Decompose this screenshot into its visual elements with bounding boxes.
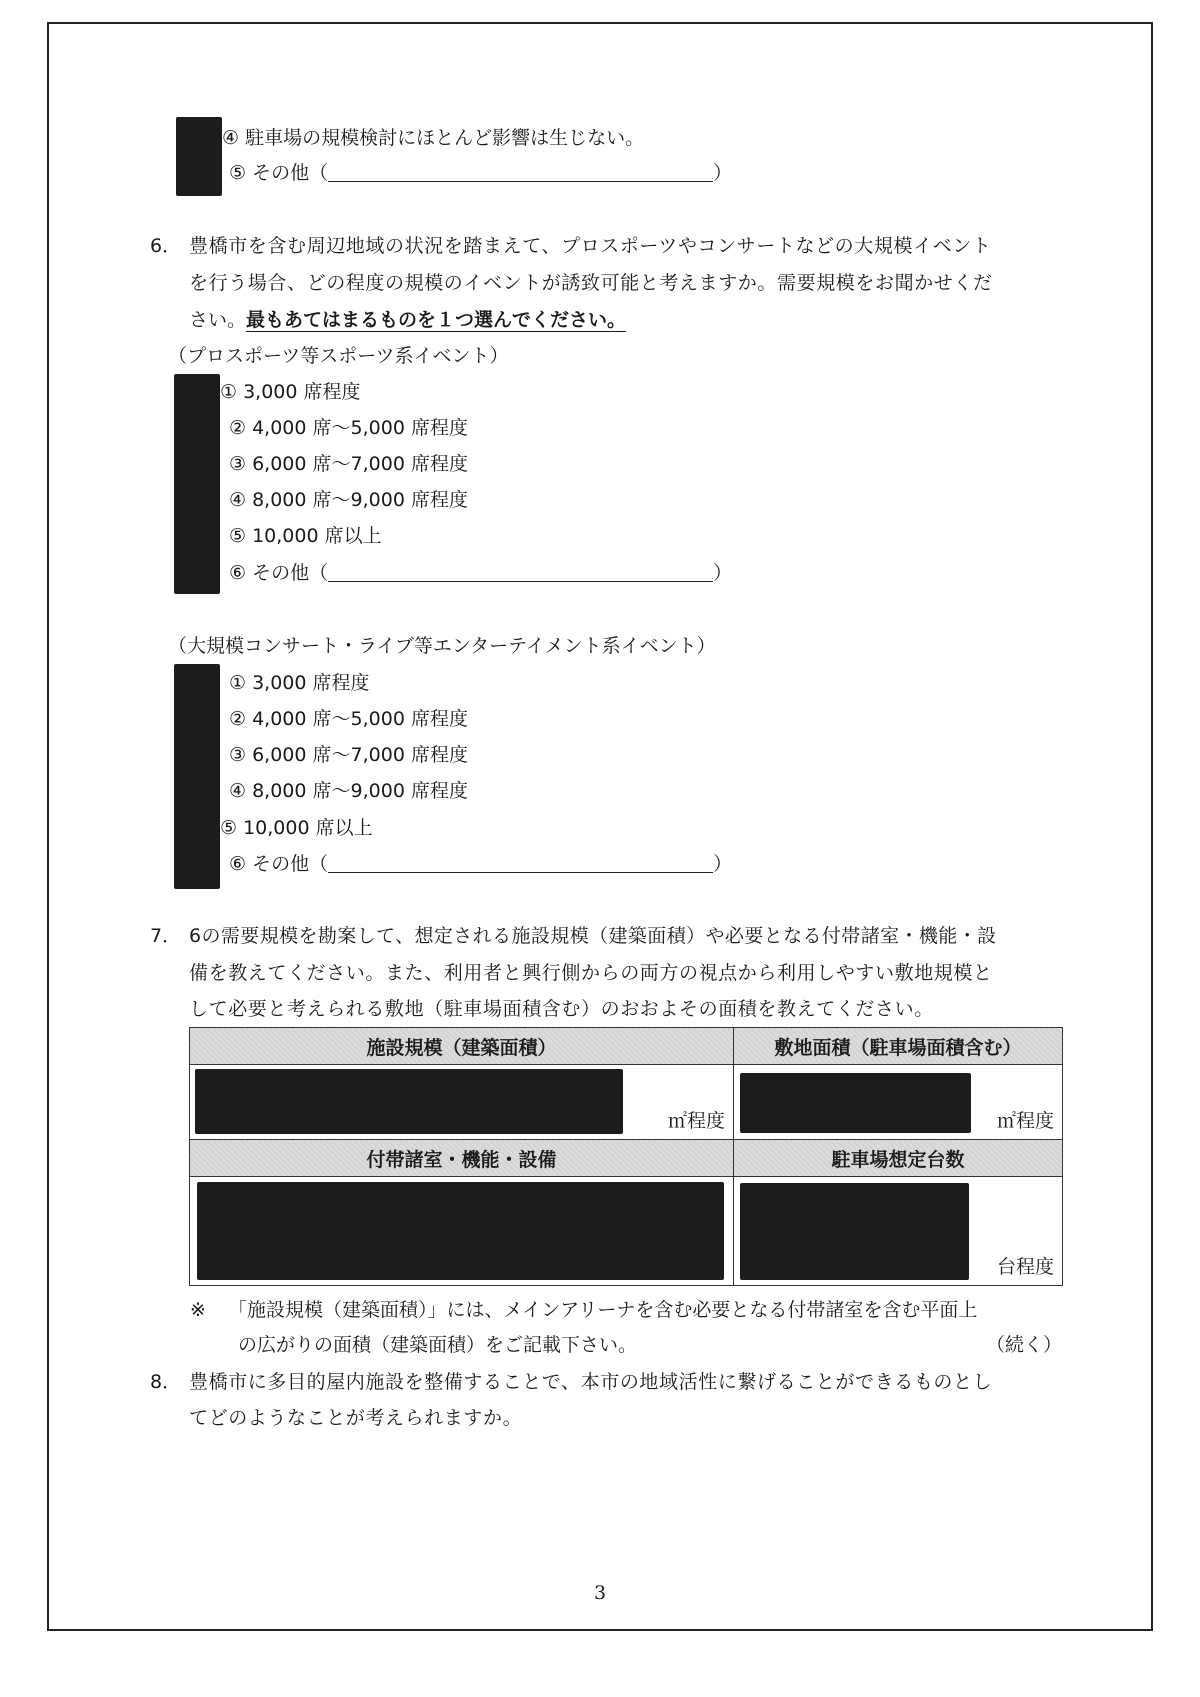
- note-text-line: 「施設規模（建築面積）」には、メインアリーナを含む必要となる付帯諸室を含む平面上: [228, 1299, 978, 1321]
- page-number: 3: [593, 1582, 607, 1604]
- option-number: ①: [229, 672, 247, 694]
- question-text-line: して必要と考えられる敷地（駐車場面積含む）のおおよその面積を教えてください。: [189, 998, 934, 1020]
- option-number: ⑥: [229, 853, 247, 875]
- option-text: 6,000 席～7,000 席程度: [252, 453, 468, 475]
- header-site-area: 敷地面積（駐車場面積含む）: [734, 1028, 1063, 1065]
- option-line: [229, 487, 468, 513]
- answer-blank[interactable]: [328, 561, 713, 582]
- option-text: その他（: [252, 562, 329, 584]
- unit-label: 台程度: [996, 1256, 1054, 1278]
- question-text: さい。: [189, 309, 247, 331]
- option-close: ）: [713, 162, 733, 184]
- redaction-block: [740, 1183, 969, 1280]
- option-text: その他（: [252, 162, 329, 184]
- option-number: ④: [229, 780, 247, 802]
- option-number: ①: [220, 381, 238, 403]
- question-number: 8．: [150, 1371, 182, 1393]
- note-mark: ※: [190, 1299, 206, 1321]
- header-parking-count: 駐車場想定台数: [734, 1140, 1063, 1177]
- option-text: 4,000 席～5,000 席程度: [252, 417, 468, 439]
- option-text: その他（: [252, 853, 329, 875]
- option-line: [229, 778, 468, 804]
- answer-blank[interactable]: [328, 852, 713, 873]
- option-number: ⑤: [229, 525, 247, 547]
- option-text: 6,000 席～7,000 席程度: [252, 744, 468, 766]
- question-text-line: 備を教えてください。また、利用者と興行側からの両方の視点から利用しやすい敷地規模と: [189, 962, 993, 984]
- option-text: 4,000 席～5,000 席程度: [252, 708, 468, 730]
- option-line: [229, 415, 468, 441]
- question-text-line: てどのようなことが考えられますか。: [189, 1407, 523, 1429]
- question-text-line: を行う場合、どの程度の規模のイベントが誘致可能と考えますか。需要規模をお聞かせくだ: [189, 272, 993, 294]
- option-number: ⑤: [220, 817, 238, 839]
- option-text: 駐車場の規模検討にほとんど影響は生じない。: [245, 127, 645, 149]
- facility-table: [189, 1027, 1063, 1286]
- question-text-line: 豊橋市に多目的屋内施設を整備することで、本市の地域活性に繋げることができるものとし: [189, 1371, 993, 1393]
- parking-count-cell[interactable]: [734, 1177, 1063, 1286]
- option-text: 8,000 席～9,000 席程度: [252, 489, 468, 511]
- continued-label: （続く）: [986, 1334, 1063, 1356]
- option-number: ③: [229, 744, 247, 766]
- option-number: ③: [229, 453, 247, 475]
- option-close: ）: [713, 853, 733, 875]
- option-line: [222, 125, 644, 151]
- option-line: [220, 379, 361, 405]
- option-number: ②: [229, 708, 247, 730]
- header-facility-scale: 施設規模（建築面積）: [190, 1028, 734, 1065]
- facility-scale-cell[interactable]: [190, 1065, 734, 1140]
- unit-label: ㎡程度: [667, 1110, 725, 1132]
- option-text: 3,000 席程度: [243, 381, 361, 403]
- redaction-block: [174, 664, 220, 889]
- option-line: [229, 523, 382, 549]
- option-line: [229, 451, 468, 477]
- answer-blank[interactable]: [328, 161, 713, 182]
- question-text-line: 豊橋市を含む周辺地域の状況を踏まえて、プロスポーツやコンサートなどの大規模イベント: [189, 235, 992, 257]
- option-number: ④: [229, 489, 247, 511]
- option-line: [229, 160, 732, 186]
- option-line: [229, 742, 468, 768]
- question-number: 7．: [150, 925, 182, 947]
- option-number: ②: [229, 417, 247, 439]
- instruction-emphasis: 最もあてはまるものを１つ選んでください。: [246, 309, 627, 331]
- option-text: 10,000 席以上: [252, 525, 382, 547]
- redaction-block: [174, 374, 220, 594]
- option-line: [229, 560, 732, 586]
- option-number: ⑥: [229, 562, 247, 584]
- option-number: ④: [222, 127, 240, 149]
- redaction-block: [740, 1073, 971, 1133]
- unit-label: ㎡程度: [996, 1110, 1054, 1132]
- header-rooms-functions: 付帯諸室・機能・設備: [190, 1140, 734, 1177]
- site-area-cell[interactable]: [734, 1065, 1063, 1140]
- question-text-line: [189, 307, 626, 333]
- option-number: ⑤: [229, 162, 247, 184]
- option-close: ）: [713, 562, 733, 584]
- option-line: [229, 851, 732, 877]
- option-line: [229, 706, 468, 732]
- redaction-block: [195, 1069, 623, 1134]
- note-text-line: の広がりの面積（建築面積）をご記載下さい。: [238, 1334, 638, 1356]
- question-text-line: 6の需要規模を勘案して、想定される施設規模（建築面積）や必要となる付帯諸室・機能・設: [189, 925, 997, 947]
- option-text: 3,000 席程度: [252, 672, 370, 694]
- section-heading: （大規模コンサート・ライブ等エンターテイメント系イベント）: [168, 635, 716, 657]
- rooms-functions-cell[interactable]: [190, 1177, 734, 1286]
- option-line: [229, 670, 370, 696]
- redaction-block: [176, 117, 222, 196]
- option-text: 8,000 席～9,000 席程度: [252, 780, 468, 802]
- redaction-block: [197, 1182, 724, 1280]
- section-heading: （プロスポーツ等スポーツ系イベント）: [168, 345, 509, 367]
- question-number: 6．: [150, 235, 182, 257]
- option-text: 10,000 席以上: [243, 817, 373, 839]
- option-line: [220, 815, 373, 841]
